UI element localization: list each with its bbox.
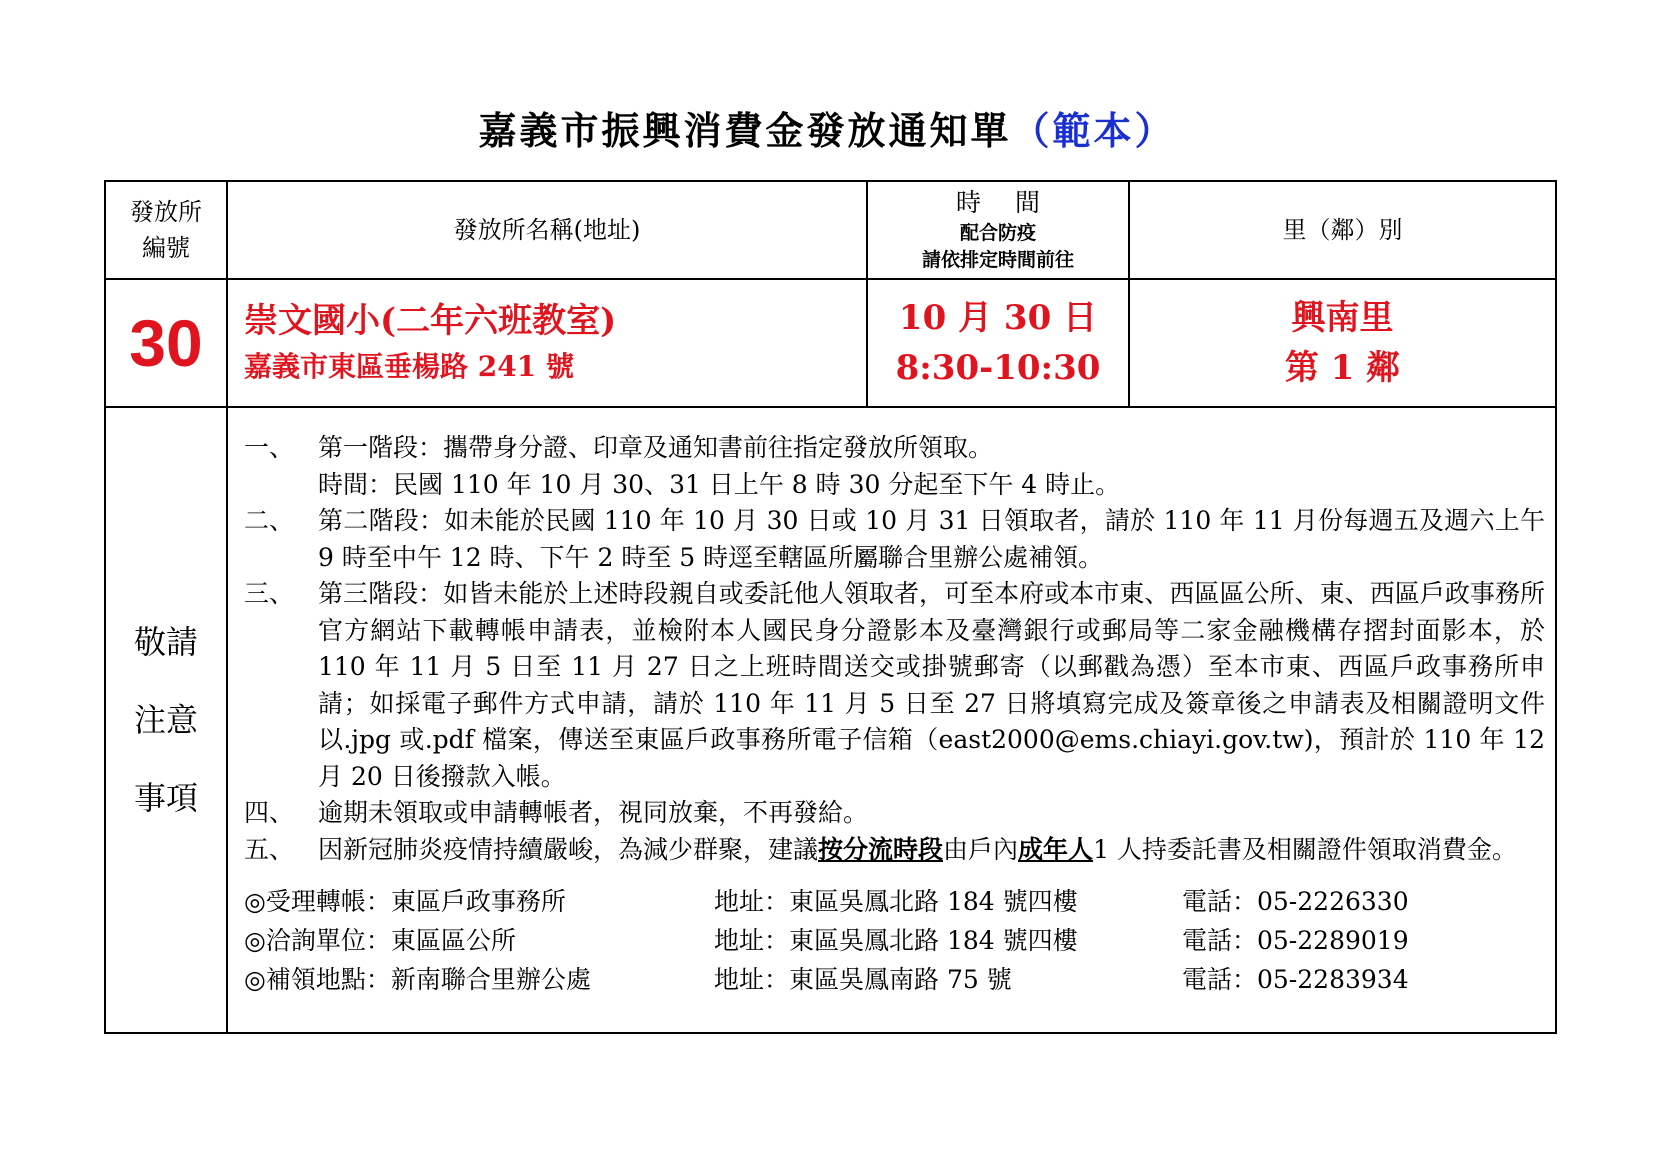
contact-list [244, 882, 1545, 999]
office-place-name: 崇文國小(二年六班教室) [244, 301, 617, 341]
notice-table [104, 180, 1557, 1034]
distribution-date: 10 月 30 日 [898, 298, 1098, 338]
contact-phone: 電話：05-2289019 [1182, 926, 1409, 955]
side-label-2: 注意 [133, 701, 198, 739]
header-row [105, 181, 1556, 279]
contact-unit: ◎受理轉帳：東區戶政事務所 [244, 887, 566, 916]
header-office-no-line2: 編號 [142, 234, 190, 262]
contact-address: 地址：東區吳鳳南路 75 號 [714, 965, 1012, 994]
neighborhood-name: 第 1 鄰 [1284, 348, 1401, 388]
header-time [867, 181, 1129, 279]
note-marker: 三、 [244, 579, 295, 608]
header-office-name: 發放所名稱(地址) [227, 181, 867, 279]
note-item-1-time [244, 467, 1545, 504]
header-time-note-1: 配合防疫 [959, 222, 1036, 244]
header-office-no-line1: 發放所 [130, 198, 202, 226]
side-label-3: 事項 [133, 779, 198, 817]
note-5-part-2: 由戶內 [943, 834, 1019, 864]
office-address: 嘉義市東區垂楊路 241 號 [244, 350, 574, 383]
notes-row [105, 407, 1556, 1033]
note-marker [244, 467, 318, 504]
village-name: 興南里 [1291, 298, 1394, 338]
contact-row [244, 960, 1545, 999]
office-number: 30 [105, 279, 227, 407]
note-marker: 五、 [244, 834, 295, 864]
notes-side-label [105, 407, 227, 1033]
contact-address: 地址：東區吳鳳北路 184 號四樓 [714, 926, 1078, 955]
note-text: 逾期未領取或申請轉帳者，視同放棄，不再發給。 [318, 798, 869, 827]
note-5-emphasis-1: 按分流時段 [818, 834, 944, 864]
note-5-part-3: 1 人持委託書及相關證件領取消費金。 [1093, 834, 1517, 864]
contact-address: 地址：東區吳鳳北路 184 號四樓 [714, 887, 1078, 916]
note-item-5 [244, 832, 1545, 869]
contact-phone: 電話：05-2226330 [1182, 887, 1409, 916]
office-location [227, 279, 867, 407]
note-5-part-1: 因新冠肺炎疫情持續嚴峻，為減少群聚，建議 [318, 834, 819, 864]
notes-content [227, 407, 1556, 1033]
note-marker: 四、 [244, 798, 295, 827]
distribution-hours: 8:30-10:30 [895, 348, 1101, 388]
contact-row [244, 921, 1545, 960]
contact-row [244, 882, 1545, 921]
distribution-time [867, 279, 1129, 407]
side-label-1: 敬請 [133, 623, 198, 661]
title-suffix: （範本） [1011, 108, 1176, 153]
contact-unit: ◎洽詢單位：東區區公所 [244, 926, 516, 955]
note-item-3 [244, 576, 1545, 795]
note-marker: 一、 [244, 433, 295, 462]
page-title [0, 100, 1654, 155]
note-item-1 [244, 430, 1545, 467]
title-main: 嘉義市振興消費金發放通知單 [478, 108, 1012, 153]
note-5-emphasis-2: 成年人 [1018, 834, 1094, 864]
note-item-4 [244, 795, 1545, 832]
record-row [105, 279, 1556, 407]
note-text: 第一階段：攜帶身分證、印章及通知書前往指定發放所領取。 [318, 433, 994, 462]
header-time-note-2: 請依排定時間前往 [921, 249, 1074, 271]
village-info [1129, 279, 1556, 407]
note-text [318, 832, 1545, 869]
note-item-2 [244, 503, 1545, 576]
note-text: 時間：民國 110 年 10 月 30、31 日上午 8 時 30 分起至下午 4 時止。 [318, 469, 1121, 499]
header-time-label: 時間 [955, 188, 1074, 217]
note-text: 第三階段：如皆未能於上述時段親自或委託他人領取者，可至本府或本市東、西區區公所、東、西區戶政事務所官方網站下載轉帳申請表，並檢附本人國民身分證影本及臺灣銀行或郵局等二家金融機構存摺封面影本，於 110 年 11 月 5 日至 11 月 27 日之上班時間送交或掛號郵寄（以郵戳為憑）至本市東、西區戶政事務所申請；如採電子郵件方式申請，請於 110 年 11 月 5 日至 27 日將填寫完成及簽章後之申請表及相關證明文件以.jpg 或.pdf 檔案，傳送至東區戶政事務所電子信箱（east2000@ems.chiayi.gov.tw)，預計於 110 年 12 月 20 日後撥款入帳。 [318, 579, 1545, 791]
contact-phone: 電話：05-2283934 [1182, 965, 1409, 994]
header-office-no [105, 181, 227, 279]
note-marker: 二、 [244, 506, 295, 535]
header-village: 里（鄰）別 [1129, 181, 1556, 279]
contact-unit: ◎補領地點：新南聯合里辦公處 [244, 965, 591, 994]
note-text: 第二階段：如未能於民國 110 年 10 月 30 日或 10 月 31 日領取者，請於 110 年 11 月份每週五及週六上午 9 時至中午 12 時、下午 2 時至 5 時逕至轄區所屬聯合里辦公處補領。 [318, 506, 1545, 572]
